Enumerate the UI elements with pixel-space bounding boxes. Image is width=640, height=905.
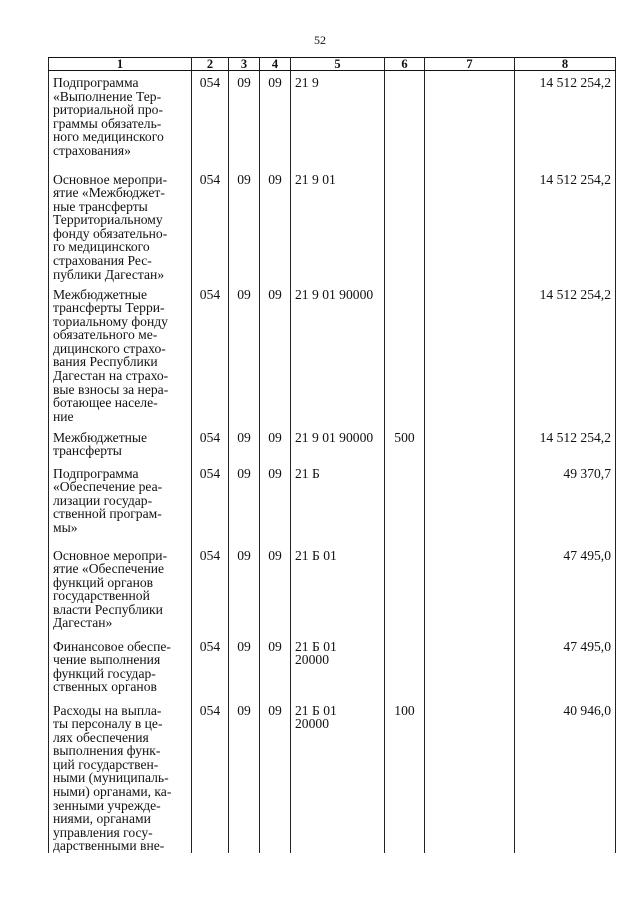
table-row (49, 544, 616, 635)
section-code-cell: 09 (229, 635, 260, 699)
row-name-line: ниями, органами (53, 811, 151, 827)
expense-type-cell (385, 71, 425, 168)
expense-type-cell (385, 462, 425, 544)
subsection-code-cell: 09 (260, 168, 291, 283)
target-article-cell (291, 699, 385, 854)
amount-cell: 49 370,7 (515, 462, 616, 544)
target-article-line: 21 9 01 90000 (295, 286, 374, 302)
header-col-5: 5 (291, 58, 385, 71)
section-code-cell: 09 (229, 283, 260, 426)
header-col-7: 7 (425, 58, 515, 71)
row-name-line: лизации государ- (53, 492, 153, 508)
row-name-line: Дагестан на страхо- (53, 368, 169, 384)
expense-type-cell (385, 283, 425, 426)
row-name-line: лях обеспечения (53, 729, 149, 745)
amount-cell: 47 495,0 (515, 635, 616, 699)
target-article-cell (291, 462, 385, 544)
row-name-line: трансферты (53, 443, 122, 459)
row-name-cell (49, 168, 192, 283)
row-name-line: дарственными вне- (53, 838, 165, 854)
row-name-line: «Обеспечение реа- (53, 479, 163, 495)
row-name-line: мы» (53, 519, 78, 535)
row-name-cell (49, 71, 192, 168)
row-name-line: ты персоналу в це- (53, 716, 163, 732)
table-row (49, 426, 616, 462)
row-name-line: риториальной про- (53, 102, 163, 118)
row-name-line: власти Республики (53, 601, 163, 617)
section-code-cell: 09 (229, 544, 260, 635)
column-7-cell (425, 71, 515, 168)
row-name-line: государственной (53, 588, 150, 604)
target-article-line: 21 9 (295, 75, 319, 90)
row-name-line: ными (муниципаль- (53, 770, 169, 786)
row-name-line: ного медицинского (53, 129, 164, 145)
row-name-line: ние (53, 408, 74, 424)
section-code-cell: 09 (229, 462, 260, 544)
row-name-line: Расходы на выпла- (53, 702, 162, 718)
ministry-code-cell: 054 (192, 283, 229, 426)
column-7-cell (425, 544, 515, 635)
subsection-code-cell: 09 (260, 426, 291, 462)
subsection-code-cell: 09 (260, 544, 291, 635)
target-article-cell (291, 168, 385, 283)
target-article-line: 21 Б 01 (295, 702, 337, 718)
section-code-cell: 09 (229, 71, 260, 168)
row-name-line: Межбюджетные (53, 286, 148, 302)
row-name-line: страхования» (53, 142, 131, 158)
target-article-cell (291, 544, 385, 635)
header-row (49, 58, 616, 71)
row-name-line: публики Дагестан» (53, 266, 165, 282)
row-name-line: ственных органов (53, 679, 157, 695)
target-article-line: 21 Б 01 (295, 547, 337, 563)
expense-type-cell: 100 (385, 699, 425, 854)
section-code-cell: 09 (229, 426, 260, 462)
ministry-code-cell: 054 (192, 462, 229, 544)
ministry-code-cell: 054 (192, 71, 229, 168)
amount-cell: 40 946,0 (515, 699, 616, 854)
row-name-line: ботающее населе- (53, 395, 158, 411)
subsection-code-cell: 09 (260, 283, 291, 426)
row-name-line: функций органов (53, 574, 154, 590)
subsection-code-cell: 09 (260, 462, 291, 544)
row-name-line: Межбюджетные (53, 429, 148, 445)
amount-cell: 47 495,0 (515, 544, 616, 635)
target-article-cell (291, 426, 385, 462)
target-article-cell (291, 635, 385, 699)
row-name-line: граммы обязатель- (53, 115, 162, 131)
row-name-line: го медицинского (53, 239, 150, 255)
row-name-line: ториальному фонду (53, 313, 168, 329)
row-name-line: Основное меропри- (53, 547, 168, 563)
amount-cell: 14 512 254,2 (515, 426, 616, 462)
row-name-line: «Выполнение Тер- (53, 88, 162, 104)
header-col-3: 3 (229, 58, 260, 71)
header-col-2: 2 (192, 58, 229, 71)
row-name-line: Финансовое обеспе- (53, 638, 171, 654)
ministry-code-cell: 054 (192, 699, 229, 854)
expense-type-cell (385, 168, 425, 283)
column-7-cell (425, 283, 515, 426)
row-name-line: ными) органами, ка- (53, 784, 172, 800)
column-7-cell (425, 635, 515, 699)
row-name-line: выполнения функ- (53, 743, 161, 759)
ministry-code-cell: 054 (192, 426, 229, 462)
row-name-line: обязательного ме- (53, 327, 158, 343)
ministry-code-cell: 054 (192, 544, 229, 635)
table-row (49, 71, 616, 168)
row-name-cell (49, 544, 192, 635)
table-body (49, 71, 616, 854)
ministry-code-cell: 054 (192, 168, 229, 283)
target-article-line: 21 9 01 (295, 171, 336, 187)
row-name-line: ятие «Межбюджет- (53, 185, 165, 201)
table-row (49, 168, 616, 283)
row-name-line: Дагестан» (53, 615, 113, 631)
row-name-line: зенными учрежде- (53, 797, 161, 813)
table-row (49, 635, 616, 699)
row-name-cell (49, 462, 192, 544)
target-article-cell (291, 71, 385, 168)
section-code-cell: 09 (229, 699, 260, 854)
row-name-line: Основное меропри- (53, 171, 168, 187)
row-name-line: ственной програм- (53, 506, 162, 522)
target-article-line: 20000 (295, 652, 329, 668)
table-row (49, 283, 616, 426)
row-name-line: дицинского страхо- (53, 340, 166, 356)
target-article-line: 21 9 01 90000 (295, 429, 374, 445)
column-7-cell (425, 699, 515, 854)
table-row (49, 699, 616, 854)
header-col-4: 4 (260, 58, 291, 71)
row-name-line: функций государ- (53, 665, 156, 681)
budget-table (48, 57, 616, 853)
target-article-line: 21 Б (295, 465, 320, 481)
header-col-6: 6 (385, 58, 425, 71)
subsection-code-cell: 09 (260, 71, 291, 168)
row-name-line: Территориальному (53, 212, 163, 228)
row-name-line: страхования Рес- (53, 253, 152, 269)
row-name-line: вые взносы за нера- (53, 381, 169, 397)
target-article-line: 20000 (295, 716, 329, 732)
row-name-line: трансферты Терри- (53, 300, 165, 316)
header-col-1: 1 (49, 58, 192, 71)
subsection-code-cell: 09 (260, 635, 291, 699)
column-7-cell (425, 426, 515, 462)
row-name-line: управления госу- (53, 824, 153, 840)
expense-type-cell (385, 544, 425, 635)
section-code-cell: 09 (229, 168, 260, 283)
row-name-cell (49, 699, 192, 854)
column-7-cell (425, 462, 515, 544)
amount-cell: 14 512 254,2 (515, 168, 616, 283)
row-name-cell (49, 426, 192, 462)
row-name-line: ные трансферты (53, 198, 148, 214)
row-name-line: ций государствен- (53, 756, 159, 772)
column-7-cell (425, 168, 515, 283)
amount-cell: 14 512 254,2 (515, 71, 616, 168)
row-name-line: чение выполнения (53, 652, 161, 668)
target-article-cell (291, 283, 385, 426)
row-name-line: Подпрограмма (53, 465, 139, 481)
ministry-code-cell: 054 (192, 635, 229, 699)
expense-type-cell (385, 635, 425, 699)
row-name-line: вания Республики (53, 354, 158, 370)
row-name-cell (49, 283, 192, 426)
subsection-code-cell: 09 (260, 699, 291, 854)
amount-cell: 14 512 254,2 (515, 283, 616, 426)
row-name-cell (49, 635, 192, 699)
page-number: 52 (314, 33, 326, 47)
row-name-line: ятие «Обеспечение (53, 561, 165, 577)
header-col-8: 8 (515, 58, 616, 71)
table-row (49, 462, 616, 544)
row-name-line: Подпрограмма (53, 75, 139, 90)
expense-type-cell: 500 (385, 426, 425, 462)
row-name-line: фонду обязательно- (53, 225, 168, 241)
target-article-line: 21 Б 01 (295, 638, 337, 654)
